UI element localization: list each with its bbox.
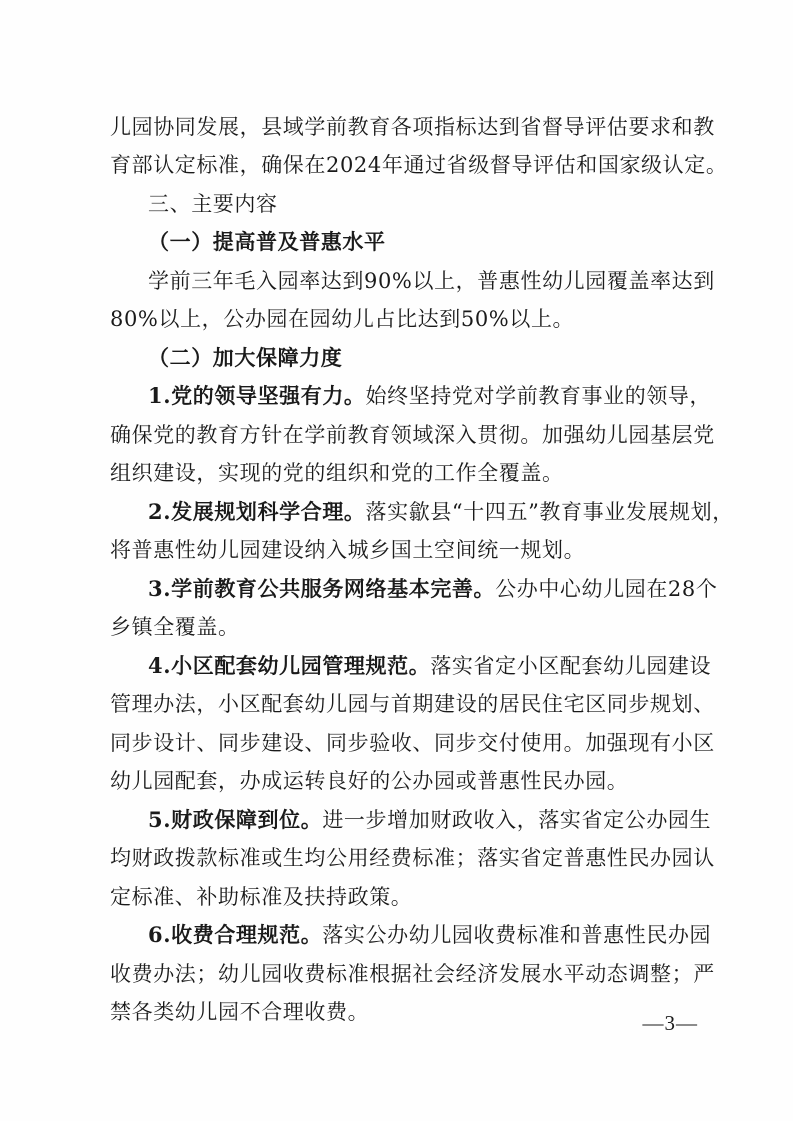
- page-number: —3—: [642, 1011, 698, 1035]
- body-text-line: 均财政拨款标准或生均公用经费标准；落实省定普惠性民办园认: [110, 846, 715, 870]
- section-heading: 三、主要内容: [148, 192, 278, 216]
- body-text-line: 育部认定标准，确保在2024年通过省级督导评估和国家级认定。: [110, 153, 728, 177]
- subsection-heading: （二）加大保障力度: [148, 345, 343, 370]
- item-6-title: 6.收费合理规范。: [148, 922, 323, 947]
- body-text-line: 幼儿园配套，办成运转良好的公办园或普惠性民办园。: [110, 769, 629, 793]
- item-6-line: 6.收费合理规范。落实公办幼儿园收费标准和普惠性民办园: [148, 922, 712, 947]
- body-text-line: 学前三年毛入园率达到90%以上，普惠性幼儿园覆盖率达到: [148, 269, 715, 293]
- item-2-title: 2.发展规划科学合理。: [148, 499, 366, 524]
- body-text-line: 管理办法，小区配套幼儿园与首期建设的居民住宅区同步规划、: [110, 692, 715, 716]
- body-text-line: 定标准、补助标准及扶持政策。: [110, 885, 413, 909]
- item-3-title: 3.学前教育公共服务网络基本完善。: [148, 576, 496, 601]
- item-2-line: 2.发展规划科学合理。落实歙县“十四五”教育事业发展规划，: [148, 499, 734, 524]
- body-text-line: 确保党的教育方针在学前教育领域深入贯彻。加强幼儿园基层党: [110, 423, 715, 447]
- body-text-line: 组织建设，实现的党的组织和党的工作全覆盖。: [110, 461, 564, 485]
- body-text-line: 将普惠性幼儿园建设纳入城乡国土空间统一规划。: [110, 538, 586, 562]
- body-text-line: 禁各类幼儿园不合理收费。: [110, 1000, 370, 1024]
- body-text-line: 同步设计、同步建设、同步验收、同步交付使用。加强现有小区: [110, 731, 715, 755]
- item-1-title: 1.党的领导坚强有力。: [148, 383, 366, 408]
- body-text-line: 乡镇全覆盖。: [110, 615, 240, 639]
- item-3-line: 3.学前教育公共服务网络基本完善。公办中心幼儿园在28个: [148, 576, 718, 601]
- item-5-line: 5.财政保障到位。进一步增加财政收入，落实省定公办园生: [148, 807, 712, 832]
- item-4-line: 4.小区配套幼儿园管理规范。落实省定小区配套幼儿园建设: [148, 653, 712, 678]
- body-text-line: 儿园协同发展，县域学前教育各项指标达到省督导评估要求和教: [110, 115, 715, 139]
- item-4-title: 4.小区配套幼儿园管理规范。: [148, 653, 431, 678]
- subsection-heading: （一）提高普及普惠水平: [148, 229, 386, 254]
- body-text-line: 收费办法；幼儿园收费标准根据社会经济发展水平动态调整；严: [110, 962, 715, 986]
- item-5-title: 5.财政保障到位。: [148, 807, 323, 832]
- item-1-line: 1.党的领导坚强有力。始终坚持党对学前教育事业的领导，: [148, 383, 712, 408]
- body-text-line: 80%以上，公办园在园幼儿占比达到50%以上。: [110, 307, 575, 331]
